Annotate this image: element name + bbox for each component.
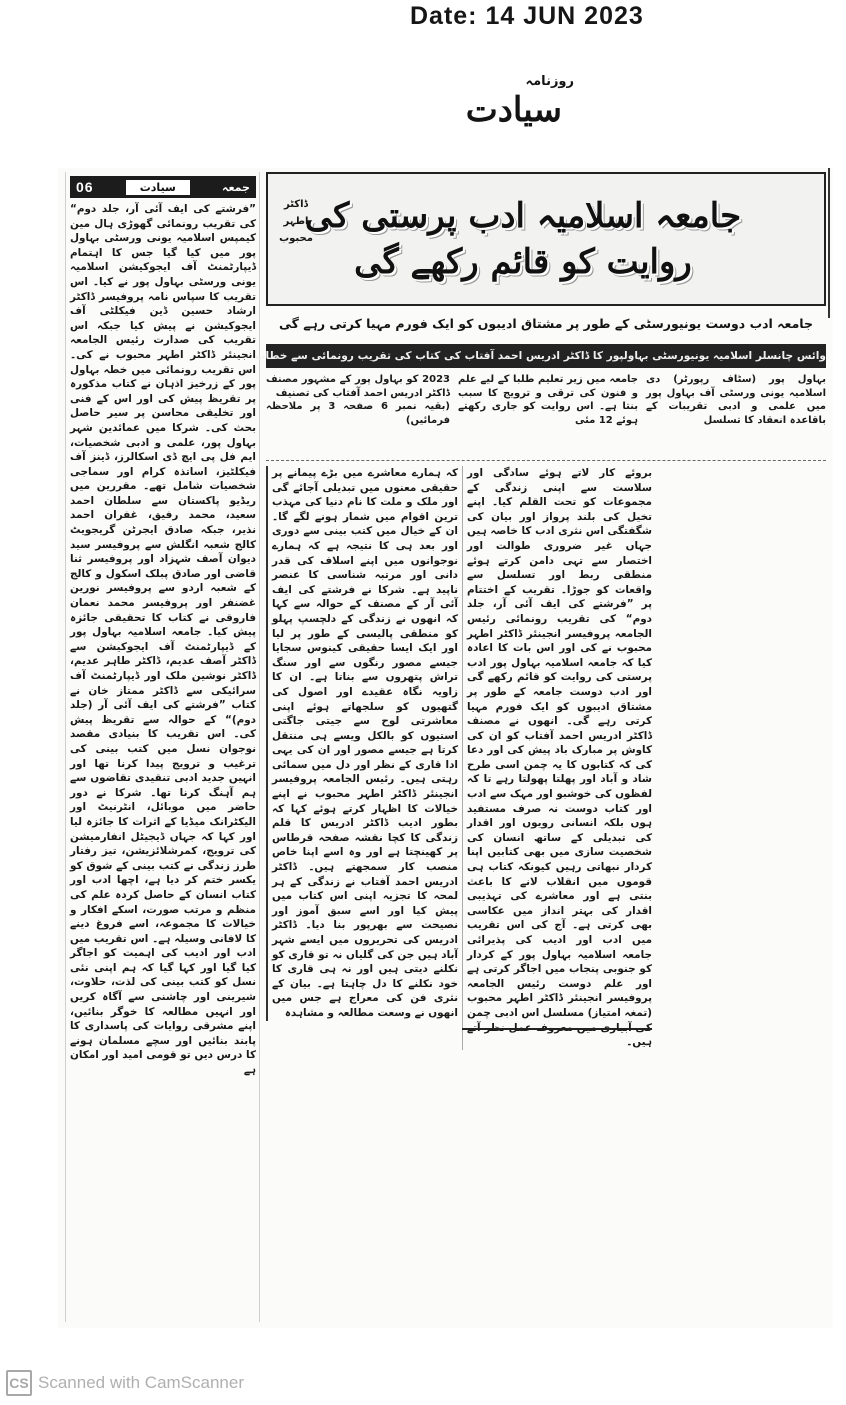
subheadline: جامعہ ادب دوست یونیورسٹی کے طور پر مشتاق ادیبوں کو ایک فورم مہیا کرتی رہے گی xyxy=(278,316,814,331)
article-column-right xyxy=(462,466,652,1050)
intro-text-3: 2023 کو بہاول پور کے مشہور مصنف ڈاکٹر ادریس احمد آفتاب کی تصنیف xyxy=(266,374,450,399)
scanner-text: Scanned with CamScanner xyxy=(38,1373,245,1392)
newspaper-masthead xyxy=(448,74,578,136)
masthead-name: سیادت xyxy=(465,90,562,130)
newspaper-clipping xyxy=(58,168,833,1328)
masthead-prefix: روزنامہ xyxy=(525,74,574,89)
dashed-divider xyxy=(266,460,826,461)
article-text-left: ”فرشتے کی ایف آئی آر، جلد دوم“ کی تقریب رونمائی گھوڑی ہال مین کیمپس اسلامیہ یونی ورسٹی بہاول پور میں کیا گیا جس کا اہتمام ڈیپارٹمنٹ آف ایجوکیشن اسلامیہ یونی ورسٹی بہاول پور نے کیا۔ اس تقریب کا سپاس نامہ پروفیسر ڈاکٹر ارشاد حسین ڈین فیکلٹی آف ایجوکیشن نے پیش کیا جبکہ اس تقریب کی صدارت رئیس الجامعہ انجینئر ڈاکٹر اطہر محبوب نے کی۔ اس تقریب رونمائی میں خطہ بہاول پور کے زرخیز اذہان نے کتاب مذکورہ پر تقریظ پیش کی اور اس کے فنی اور تخلیقی محاسن پر سیر حاصل بحث کی۔ شرکا میں عمائدین شہر بہاول پور، علمی و ادبی شخصیات، ایم فل پی ایچ ڈی اسکالرز، ڈینز آف فیکلٹیز، اساتذہ کرام اور سماجی شخصیات شامل تھے۔ مقررین میں ریڈیو پاکستان سے سلطان احمد سعید، محمد رفیق، غفران احمد نذیر، جبکہ صادق ایجرٹن گریجویٹ کالج شعبہ انگلش سے پروفیسر سید دیوان آصف شہزاد اور پروفیسر ثنا قاضی اور صادق پبلک اسکول و کالج کے شعبہ اردو سے پروفیسر نورین غضنفر اور پروفیسر محمد نعمان فاروقی نے کتاب کا تحقیقی جائزہ پیش کیا۔ جامعہ اسلامیہ بہاول پور کے ڈیپارٹمنٹ آف ایجوکیشن سے ڈاکٹر آصف عدیم، ڈاکٹر طاہر عدیم، ڈاکٹر نوشین ملک اور ڈیپارٹمنٹ آف سرائیکی سے ڈاکٹر ممتاز خان نے کتاب ”فرشتے کی ایف آئی آر (جلد دوم)“ کے حوالہ سے تقریظ پیش کی۔ اس تقریب کا بنیادی مقصد نوجوان نسل میں کتب بینی کی ترغیب و ترویج پیدا کرنا تھا اور انہیں جدید ادبی تنقیدی تقاضوں سے ہم آہنگ کرنا تھا۔ شرکا نے دور حاضر میں موبائل، انٹرنیٹ اور الیکٹرانک میڈیا کے اثرات کا جائزہ لیا اور کہا کہ جہاں ڈیجیٹل انفارمیشن کی ترویج، کمرشلائزیشن، تیز رفتار طرز زندگی نے کتب بینی کے شوق کو یکسر ختم کر دیا ہے، اچھا ادب اور کتاب انسان کے حاصل کردہ علم کی منظم و مرتب صورت، اسکے افکار و خیالات کا مجموعہ، اسے فروغ دینے کا لافانی وسیلہ ہے۔ اس تقریب میں ادب اور ادیب کی اہمیت کو اجاگر کیا گیا اور کہا گیا کہ ہم اپنی نئی نسل کو کتب بینی کی لذت، حلاوت، شیرینی اور چاشنی سے آگاہ کریں اور انہیں مطالعہ کا خوگر بنائیں، اپنے مشرقی روایات کی پاسداری کا پابند بنائیں اور سچے مسلمان ہونے کا درس دیں تو قومی امید اور امکان ہے xyxy=(70,203,256,1077)
page-number: 06 xyxy=(76,179,94,195)
date-stamp: Date: 14 JUN 2023 xyxy=(410,2,644,30)
dark-banner-headline: وائس چانسلر اسلامیہ یونیورسٹی بہاولپور کا ڈاکٹر ادریس احمد آفتاب کی کتاب کی تقریب رونمائی سے خطاب xyxy=(266,344,826,368)
intro-column-1 xyxy=(646,373,826,427)
camscanner-logo-icon: CS xyxy=(6,1370,32,1396)
intro-text-1: بہاول پور (سٹاف رپورٹر) دی اسلامیہ یونی ورسٹی آف بہاول پور میں علمی و ادبی تقریبات کے باقاعدہ انعقاد کا تسلسل xyxy=(646,374,826,426)
intro-section xyxy=(266,373,826,459)
article-column-middle xyxy=(266,466,458,1021)
article-column-left xyxy=(70,202,256,1078)
page-header-title: سیادت xyxy=(126,180,190,195)
article-text-right: بروئے کار لاتے ہوئے سادگی اور سلاست سے اپنی زندگی کے مجموعات کو تحت القلم کیا۔ اپنے تخیل کی بلند پرواز اور بیان کی شگفتگی اس نثری ادب کا خاصہ ہیں جہاں غیر ضروری طوالت اور اختصار سے تہی دامن کرتے ہوئے منطقی ربط اور تسلسل سے واقعات کو جوڑا۔ تقریب کے اختتام پر ”فرشتے کی ایف آئی آر، جلد دوم“ کی تقریب رونمائی رئیس الجامعہ پروفیسر انجینئر ڈاکٹر اطہر محبوب نے کی اور اس بات کا اعادہ کیا کہ جامعہ اسلامیہ بہاول پور ادب پرستی کی روایت کو قائم رکھے گی اور ادب دوست جامعہ کے طور پر مشتاق ادیبوں کو ایک فورم مہیا کرتی رہے گی۔ انھوں نے مصنف ڈاکٹر ادریس احمد آفتاب کو ان کی کاوش پر مبارک باد پیش کی اور دعا کی کہ کتابوں کا یہ چمن اسی طرح شاد و آباد اور پھلتا پھولتا رہے تا کہ لفظوں کی خوشبو اور مہک سے ادب اور کتاب دوست نہ صرف مستفید ہوں بلکہ انسانی رویوں اور اقدار کی تبدیلی کے ساتھ انسان کی شخصیت سازی میں بھی کتابیں اپنا کردار نبھاتی رہیں کیونکہ کتاب ہی قوموں میں انقلاب لانے کا باعث بنتی ہے اور معاشرے کی تہذیبی اقدار کی بہتر انداز میں عکاسی بھی کرتی ہے۔ آج کی اس تقریب میں ادب اور ادیب کی پذیرائی جامعہ اسلامیہ بہاول پور کے کردار کو جنوبی پنجاب میں اجاگر کرتی ہے اور علم دوست رئیس الجامعہ پروفیسر انجینئر ڈاکٹر اطہر محبوب (تمغہ امتیاز) مسلسل اس ادبی چمن کی آبیاری میں معروف عمل نظر آتے ہیں۔ xyxy=(467,467,652,1049)
vertical-rule xyxy=(828,168,830,318)
headline: جامعہ اسلامیہ ادب پرستی کی روایت کو قائم رکھے گی xyxy=(304,196,742,282)
headline-byline: ڈاکٹر اطہر محبوب xyxy=(279,199,313,244)
intro-column-2 xyxy=(458,373,638,427)
page-header-day: جمعہ xyxy=(222,180,250,194)
headline-box xyxy=(266,172,826,306)
page-header-strip xyxy=(70,176,256,198)
article-text-middle: کہ ہمارے معاشرے میں بڑے پیمانے پر حقیقی معنوں میں تبدیلی آجائے گی اور ملک و ملت کا نام دنیا کی مہذب ترین اقوام میں شمار ہونے لگے گا۔ ان کے خیال میں کتب بینی سے دوری اور بعد ہی کا نتیجہ ہے کہ ہمارے نوجوانوں میں اپنے اسلاف کی قدر دانی اور مرتبہ شناسی کا عنصر ناپید ہے۔ شرکا نے فرشتے کی ایف آئی آر کے مصنف کے حوالہ سے کہا کہ انھوں نے زندگی کے دلچسپ پہلو کو منطقی پالیسی کے طور پر لیا اور ایک ایسا حقیقی کینوس سجایا جیسے مصور رنگوں سے اور سنگ تراش پتھروں سے بناتا ہے۔ ان کا زاویہ نگاہ عقیدے اور اصول کی گتھیوں کو سلجھاتے ہوئے اپنی معاشرتی لوح سے جیتی جاگتی استیوں کو بالکل ویسے ہی منتقل کرتا ہے جیسے مصور اور ان کی یہی ادا قاری کے نظر اور دل میں سمائی رہتی ہیں۔ رئیس الجامعہ پروفیسر انجینئر ڈاکٹر اطہر محبوب نے اپنے خیالات کا اظہار کرتے ہوئے کہا کہ بطور ادیب ڈاکٹر ادریس کا قلم زندگی کا کچا نقشہ صفحہ قرطاس پر کھینچتا ہے اور وہ اسے اپنا خاص منصب کار سمجھتے ہیں۔ ڈاکٹر ادریس احمد آفتاب نے زندگی کے ہر لمحہ کا تجزیہ اپنی اس کتاب میں پیش کیا اور اسے سبق آموز اور نصیحت سے بھرپور بنا دیا۔ ڈاکٹر ادریس کی تحریروں میں ایسے شہر آباد ہیں جن کی گلیاں نہ تو قاری کو نکلنے دیتی ہیں اور نہ ہی قاری کا خود نکلنے کا دل چاہتا ہے۔ بیان کے نثری فن کی معراج ہے جس میں انھوں نے وسعت مطالعہ و مشاہدہ xyxy=(272,467,458,1019)
article-end-rule xyxy=(462,1028,652,1030)
intro-column-3 xyxy=(266,373,450,427)
scanner-watermark xyxy=(6,1370,244,1396)
continuation-note: (بقیہ نمبر 6 صفحہ 3 پر ملاحظہ فرمائیں) xyxy=(266,401,450,426)
intro-text-2: جامعہ میں زیر تعلیم طلبا کے لیے علم و فنون کی ترقی و ترویج کا سبب بنتا ہے۔ اس روایت کو جاری رکھتے ہوئے 12 مئی xyxy=(458,374,638,426)
